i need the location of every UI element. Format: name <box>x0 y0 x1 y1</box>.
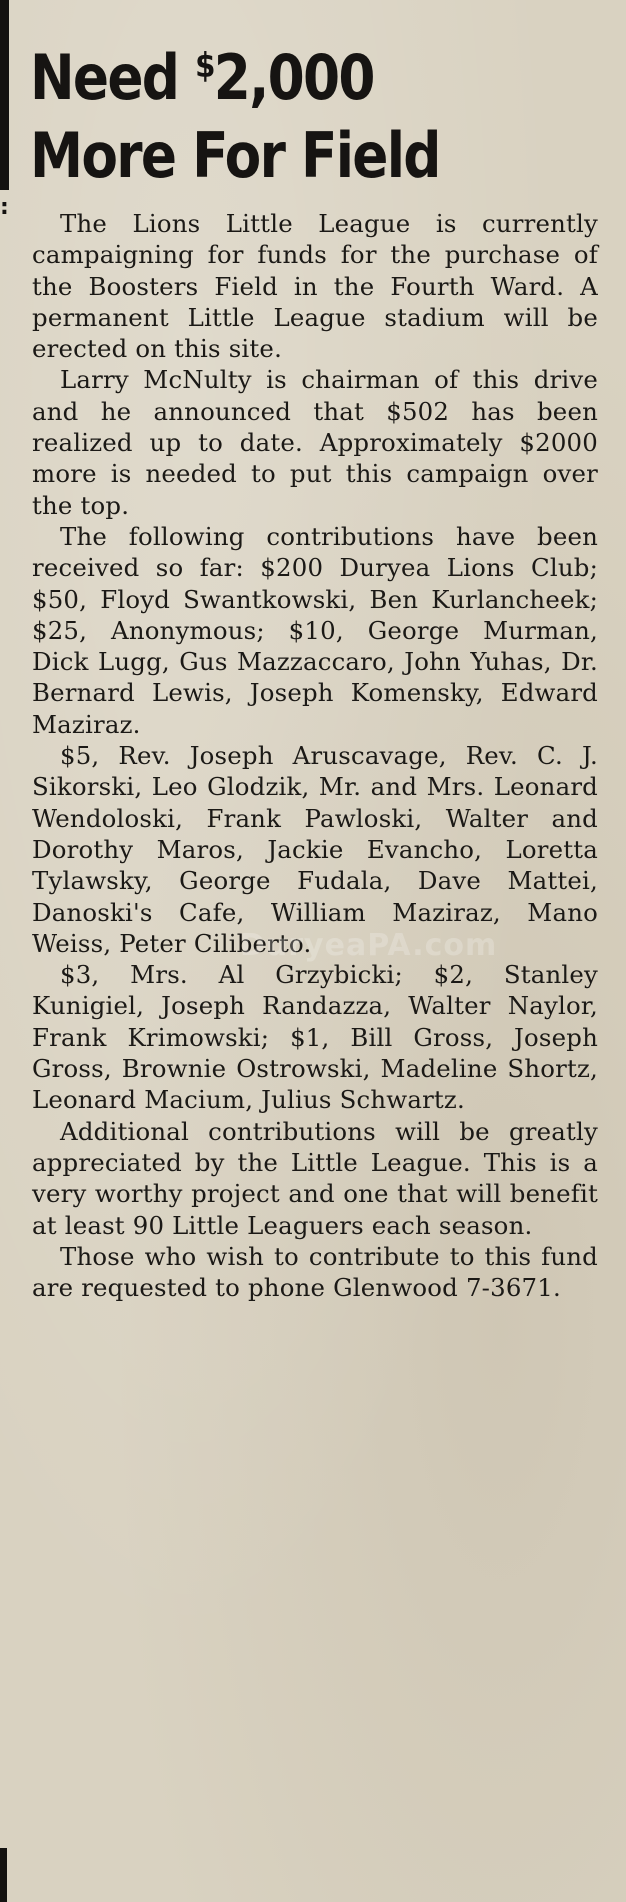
paragraph-five-dollar: $5, Rev. Joseph Aruscavage, Rev. C. J. Sikorski, Leo Glodzik, Mr. and Mrs. Leonard Wendoloski, Frank Pawloski, Walter and Dorothy Maros, Jackie Evancho, Loretta Tylawsky, George Fudala, Dave Mattei, Danoski's Cafe, William Maziraz, Mano Weiss, Peter Ciliberto. <box>32 741 598 958</box>
paragraph-intro: The Lions Little League is currently campaigning for funds for the purchase of the Boosters Field in the Fourth Ward. A permanent Little League stadium will be erected on this site. <box>32 209 598 364</box>
column-rule-bottom <box>0 1848 7 1902</box>
watermark: DuryeaPA.com <box>240 928 498 963</box>
paragraph-contact: Those who wish to contribute to this fund are requested to phone Glenwood 7-3671. <box>32 1241 598 1303</box>
paragraph-contributions: The following contributions have been received so far: $200 Duryea Lions Club; $50, Floyd Swantkowski, Ben Kurlancheek; $25, Anonymous; $10, George Murman, Dick Lugg, Gus Mazzaccaro, John Yuhas, Dr. Bernard Lewis, Joseph Komensky, Edward Maziraz. <box>32 521 598 739</box>
headline-line-1: Need $2,000 <box>30 41 374 114</box>
dollar-sign: $ <box>195 46 214 86</box>
column-edge-mark: : <box>0 195 9 220</box>
headline-line-2: More For Field <box>30 119 440 192</box>
paragraph-appeal: Additional contributions will be greatly appreciated by the Little League. This is a very worthy project and one that will benefit at least 90 Little Leaguers each season. <box>32 1116 598 1240</box>
paragraph-small-donors: $3, Mrs. Al Grzybicki; $2, Stanley Kunigiel, Joseph Randazza, Walter Naylor, Frank Krimowski; $1, Bill Gross, Joseph Gross, Brownie Ostrowski, Madeline Shortz, Leonard Macium, Julius Schwartz. <box>32 960 598 1115</box>
paragraph-chairman: Larry McNulty is chairman of this drive and he announced that $502 has been realized up to date. Approximately $2000 more is needed to put this campaign over the top. <box>32 365 598 520</box>
article-body <box>32 208 598 1303</box>
column-rule <box>0 0 9 190</box>
